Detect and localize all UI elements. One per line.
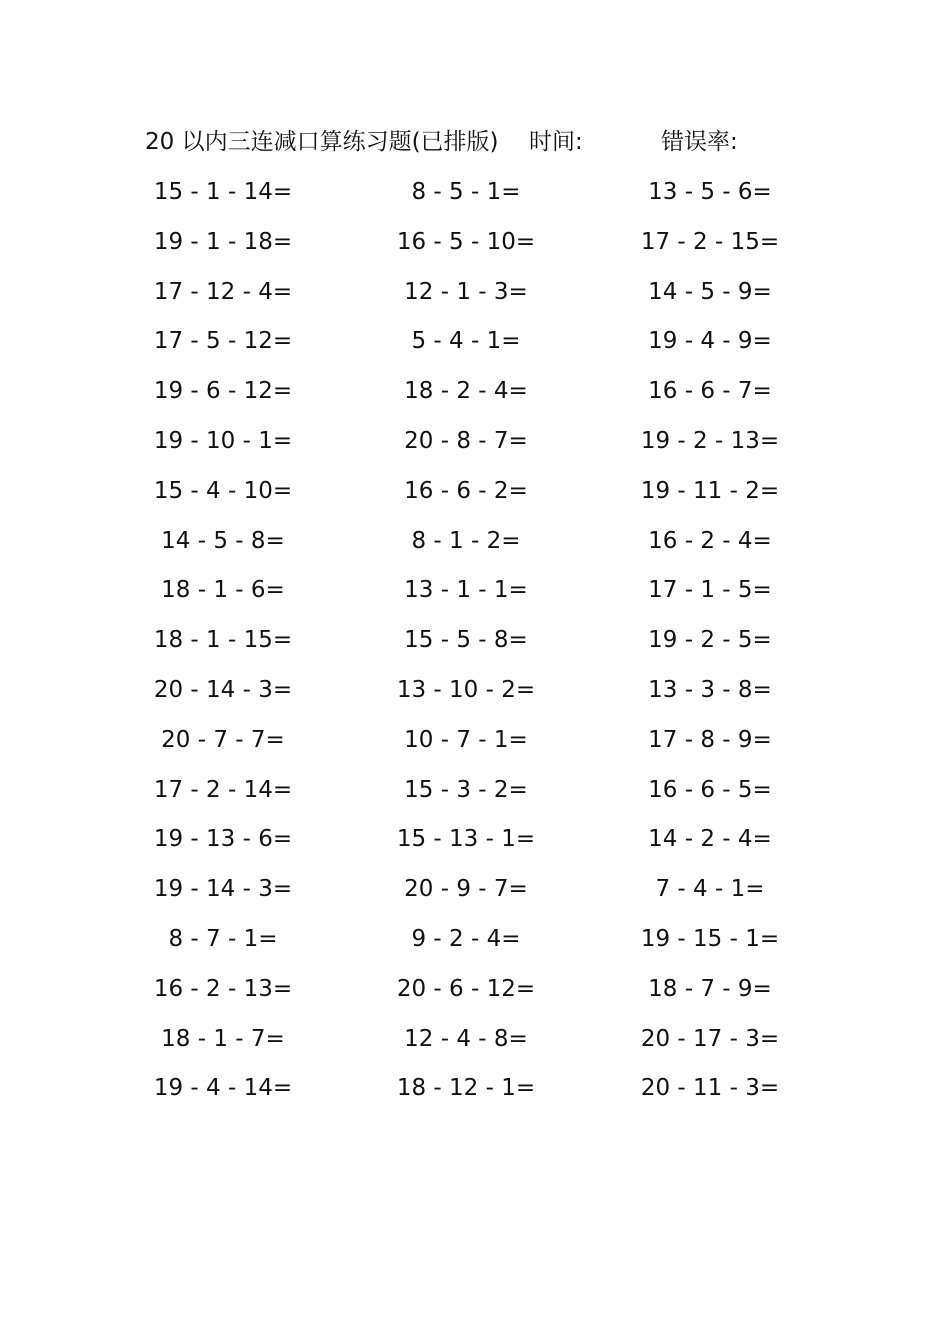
problem: 16 - 6 - 7=	[648, 378, 772, 405]
problem: 14 - 2 - 4=	[648, 826, 772, 853]
worksheet-header	[145, 124, 845, 160]
problem: 16 - 2 - 13=	[153, 975, 293, 1002]
problem: 13 - 5 - 6=	[648, 179, 772, 205]
problem-row-9	[100, 568, 850, 618]
problem: 20 - 11 - 3=	[640, 1075, 780, 1102]
problem: 19 - 2 - 13=	[640, 427, 780, 454]
problem: 18 - 1 - 15=	[153, 627, 293, 654]
problem: 14 - 5 - 9=	[648, 278, 772, 305]
problem: 15 - 4 - 10=	[153, 477, 293, 504]
problem: 13 - 1 - 1=	[404, 577, 528, 604]
problem: 8 - 1 - 2=	[411, 527, 521, 554]
problem-row-16	[100, 917, 850, 967]
problem: 9 - 2 - 4=	[411, 925, 521, 952]
problem: 16 - 6 - 5=	[648, 776, 772, 803]
problem-row-3	[100, 270, 850, 320]
problem: 16 - 5 - 10=	[396, 228, 536, 255]
problem: 20 - 14 - 3=	[153, 676, 293, 703]
problem-row-6	[100, 419, 850, 469]
error-rate-label: 错误率:	[661, 129, 738, 155]
problem-row-1	[100, 170, 850, 220]
problem: 15 - 5 - 8=	[404, 627, 528, 654]
problem-row-2	[100, 220, 850, 270]
problem: 20 - 9 - 7=	[404, 876, 528, 903]
problem-row-17	[100, 967, 850, 1017]
problem: 8 - 5 - 1=	[411, 179, 521, 205]
problem: 18 - 1 - 6=	[161, 577, 285, 604]
problem: 19 - 6 - 12=	[153, 378, 293, 405]
problem-row-13	[100, 768, 850, 818]
problem: 8 - 7 - 1=	[168, 925, 278, 952]
problem-grid	[100, 170, 850, 1116]
problem: 19 - 10 - 1=	[153, 427, 293, 454]
problem: 20 - 7 - 7=	[161, 726, 285, 753]
problem-row-7	[100, 469, 850, 519]
problem: 18 - 2 - 4=	[404, 378, 528, 405]
problem: 19 - 1 - 18=	[153, 228, 293, 255]
problem: 13 - 3 - 8=	[648, 676, 772, 703]
problem: 12 - 4 - 8=	[404, 1025, 528, 1052]
worksheet-title: 20 以内三连减口算练习题(已排版)	[145, 129, 499, 155]
problem: 19 - 11 - 2=	[640, 477, 780, 504]
problem: 15 - 13 - 1=	[396, 826, 536, 853]
problem: 13 - 10 - 2=	[396, 676, 536, 703]
problem: 18 - 12 - 1=	[396, 1075, 536, 1102]
problem: 19 - 14 - 3=	[153, 876, 293, 903]
problem: 5 - 4 - 1=	[411, 328, 521, 355]
problem: 12 - 1 - 3=	[404, 278, 528, 305]
problem: 17 - 1 - 5=	[648, 577, 772, 604]
time-label: 时间:	[529, 129, 583, 155]
problem-row-8	[100, 519, 850, 569]
problem-row-11	[100, 668, 850, 718]
problem: 20 - 8 - 7=	[404, 427, 528, 454]
problem: 14 - 5 - 8=	[161, 527, 285, 554]
problem-row-4	[100, 319, 850, 369]
problem: 16 - 6 - 2=	[404, 477, 528, 504]
problem: 17 - 2 - 15=	[640, 228, 780, 255]
problem: 20 - 6 - 12=	[396, 975, 536, 1002]
problem-row-14	[100, 817, 850, 867]
problem-row-18	[100, 1017, 850, 1067]
problem: 19 - 2 - 5=	[648, 627, 772, 654]
problem-row-10	[100, 618, 850, 668]
problem: 17 - 12 - 4=	[153, 278, 293, 305]
problem: 18 - 1 - 7=	[161, 1025, 285, 1052]
problem: 16 - 2 - 4=	[648, 527, 772, 554]
problem: 17 - 2 - 14=	[153, 776, 293, 803]
problem: 10 - 7 - 1=	[404, 726, 528, 753]
problem: 20 - 17 - 3=	[640, 1025, 780, 1052]
problem: 15 - 3 - 2=	[404, 776, 528, 803]
problem: 19 - 13 - 6=	[153, 826, 293, 853]
problem: 15 - 1 - 14=	[153, 179, 293, 205]
problem: 17 - 5 - 12=	[153, 328, 293, 355]
problem: 18 - 7 - 9=	[648, 975, 772, 1002]
problem: 19 - 4 - 9=	[648, 328, 772, 355]
problem-row-19	[100, 1066, 850, 1116]
problem-row-15	[100, 867, 850, 917]
problem-row-5	[100, 369, 850, 419]
problem: 19 - 4 - 14=	[153, 1075, 293, 1102]
problem: 19 - 15 - 1=	[640, 925, 780, 952]
problem: 7 - 4 - 1=	[655, 876, 765, 903]
problem-row-12	[100, 718, 850, 768]
problem: 17 - 8 - 9=	[648, 726, 772, 753]
